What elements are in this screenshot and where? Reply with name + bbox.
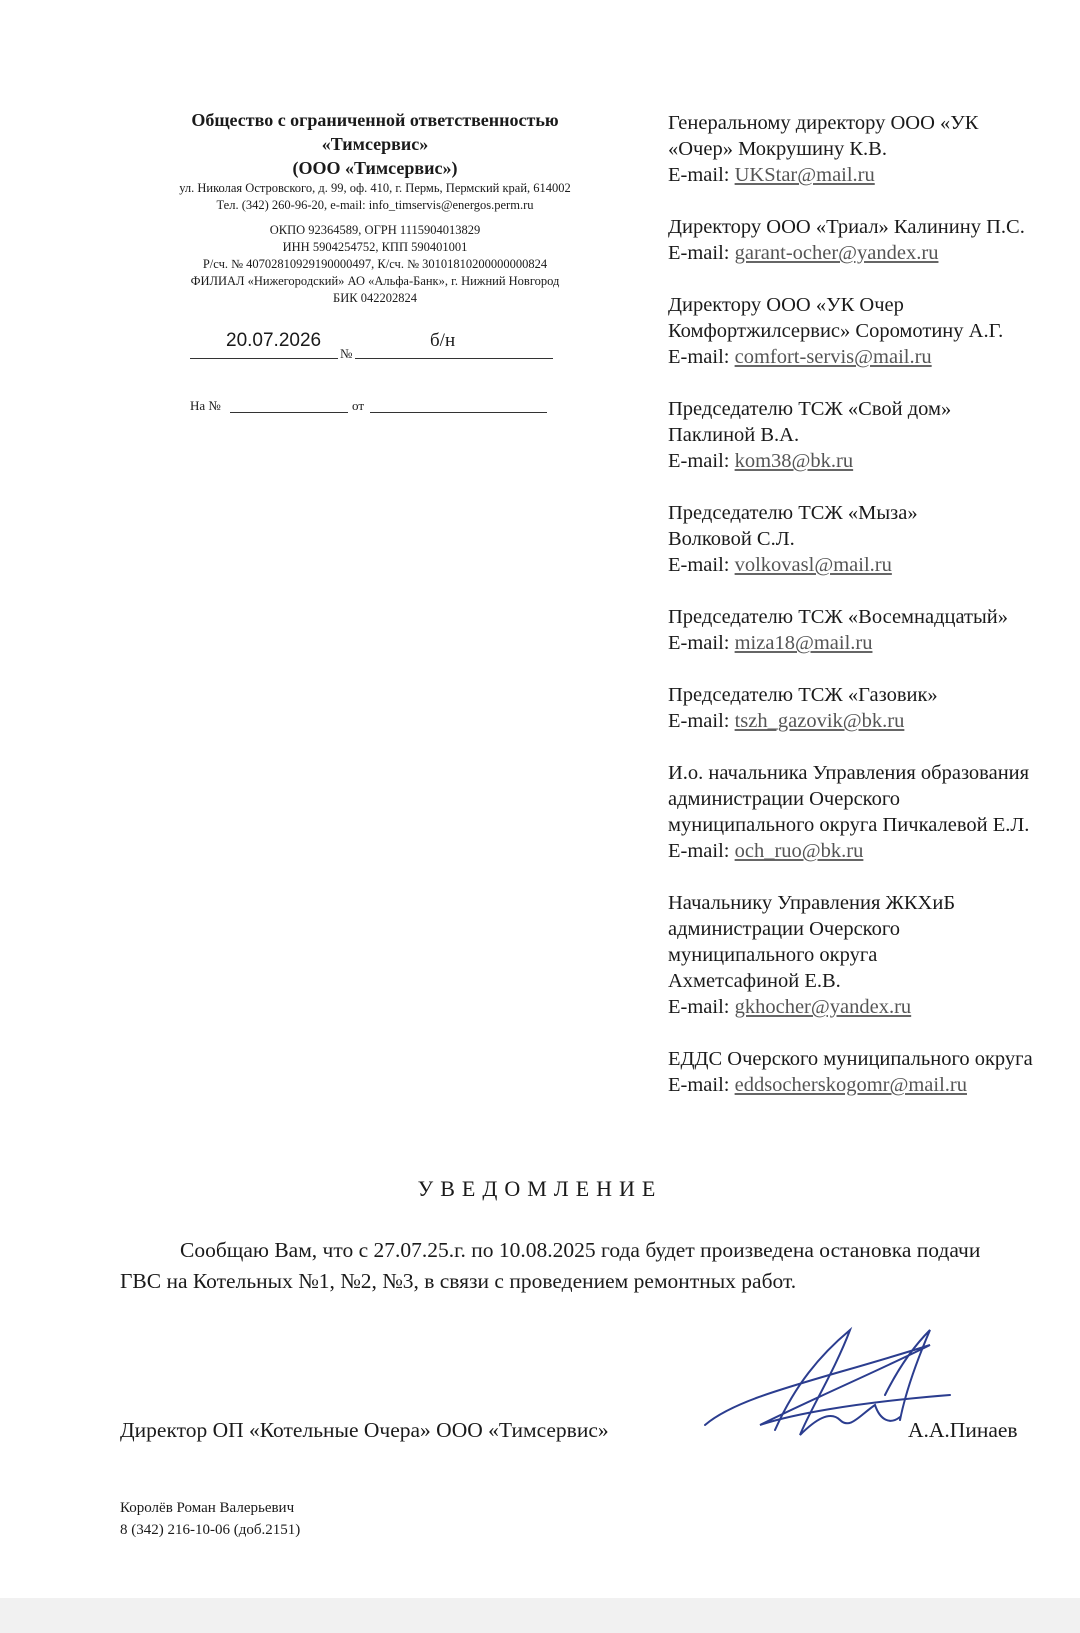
email-label: E-mail: xyxy=(668,632,730,654)
recipient-email-link[interactable]: garant-ocher@yandex.ru xyxy=(734,242,939,264)
recipient-line: муниципального округа xyxy=(668,944,878,966)
recipient-email-row xyxy=(668,162,1080,188)
recipient-block xyxy=(668,110,1080,188)
reference-date-label: от xyxy=(352,398,365,413)
recipient-line: муниципального округа Пичкалевой Е.Л. xyxy=(668,814,1030,836)
recipient-line: Директору ООО «УК Очер xyxy=(668,294,904,316)
email-label: E-mail: xyxy=(668,996,730,1018)
recipient-line: Волковой С.Л. xyxy=(668,528,795,550)
sender-accounts: Р/сч. № 40702810929190000497, К/сч. № 30101810200000000824 xyxy=(202,257,548,271)
recipient-line: Директору ООО «Триал» Калинину П.С. xyxy=(668,216,1025,238)
recipient-line: «Очер» Мокрушину К.В. xyxy=(668,138,887,160)
recipient-email-row xyxy=(668,708,1080,734)
bottom-margin-strip xyxy=(0,1598,1080,1633)
recipients-list xyxy=(668,110,1080,1124)
recipient-line: ЕДДС Очерского муниципального округа xyxy=(668,1048,1033,1070)
recipient-line: Председателю ТСЖ «Газовик» xyxy=(668,684,938,706)
number-underline xyxy=(355,358,553,359)
signatory-name: А.А.Пинаев xyxy=(908,1418,1018,1442)
email-label: E-mail: xyxy=(668,840,730,862)
sender-okpo-ogrn: ОКПО 92364589, ОГРН 1115904013829 xyxy=(269,223,481,237)
recipient-line: Председателю ТСЖ «Мыза» xyxy=(668,502,918,524)
recipient-line: Комфортжилсервис» Соромотину А.Г. xyxy=(668,320,1004,342)
executor-info xyxy=(120,1497,300,1541)
document-number: б/н xyxy=(430,330,456,351)
sender-bank: ФИЛИАЛ «Нижегородский» АО «Альфа-Банк», г. Нижний Новгород xyxy=(190,274,560,288)
recipient-email-link[interactable]: volkovasl@mail.ru xyxy=(734,554,892,576)
recipient-email-link[interactable]: comfort-servis@mail.ru xyxy=(734,346,932,368)
reference-number-underline xyxy=(230,412,348,413)
recipient-block xyxy=(668,292,1080,370)
executor-name: Королёв Роман Валерьевич xyxy=(120,1500,295,1516)
recipient-email-row xyxy=(668,630,1080,656)
recipient-block xyxy=(668,604,1080,656)
sender-address: ул. Николая Островского, д. 99, оф. 410, г. Пермь, Пермский край, 614002 xyxy=(179,181,571,195)
recipient-email-row xyxy=(668,994,1080,1020)
recipient-email-link[interactable]: eddsocherskogomr@mail.ru xyxy=(734,1074,967,1096)
recipient-block xyxy=(668,1046,1080,1098)
sender-contacts: Тел. (342) 260-96-20, e-mail: info_timservis@energos.perm.ru xyxy=(216,198,534,212)
reference-number-label: На № xyxy=(190,398,221,413)
sender-name-line2: «Тимсервис» xyxy=(321,134,429,154)
notice-body: Сообщаю Вам, что с 27.07.25.г. по 10.08.2025 года будет произведена остановка подачи ГВС на Котельных №1, №2, №3, в связи с проведением ремонтных работ. xyxy=(120,1238,981,1293)
recipient-email-link[interactable]: miza18@mail.ru xyxy=(734,632,873,654)
reference-row xyxy=(190,398,560,418)
recipient-block xyxy=(668,760,1080,864)
recipient-block xyxy=(668,890,1080,1020)
recipient-email-row xyxy=(668,552,1080,578)
sender-inn-kpp: ИНН 5904254752, КПП 590401001 xyxy=(282,240,468,254)
recipient-email-link[interactable]: gkhocher@yandex.ru xyxy=(734,996,912,1018)
recipient-email-link[interactable]: tszh_gazovik@bk.ru xyxy=(734,710,905,732)
sender-header xyxy=(110,108,640,307)
recipient-block xyxy=(668,682,1080,734)
recipient-line: И.о. начальника Управления образования xyxy=(668,762,1030,784)
recipient-block xyxy=(668,396,1080,474)
recipient-block xyxy=(668,500,1080,578)
email-label: E-mail: xyxy=(668,346,730,368)
recipient-block xyxy=(668,214,1080,266)
recipient-email-row xyxy=(668,344,1080,370)
sender-name-line1: Общество с ограниченной ответственностью xyxy=(191,110,559,130)
recipient-email-row xyxy=(668,448,1080,474)
email-label: E-mail: xyxy=(668,554,730,576)
recipient-email-row xyxy=(668,838,1080,864)
recipient-line: Начальнику Управления ЖКХиБ xyxy=(668,892,956,914)
recipient-line: Генеральному директору ООО «УК xyxy=(668,112,979,134)
recipient-line: Ахметсафиной Е.В. xyxy=(668,970,841,992)
recipient-line: администрации Очерского xyxy=(668,918,900,940)
recipient-line: администрации Очерского xyxy=(668,788,900,810)
email-label: E-mail: xyxy=(668,710,730,732)
email-label: E-mail: xyxy=(668,242,730,264)
recipient-line: Председателю ТСЖ «Восемнадцатый» xyxy=(668,606,1009,628)
email-label: E-mail: xyxy=(668,164,730,186)
notice-title: УВЕДОМЛЕНИЕ xyxy=(417,1176,663,1201)
recipient-line: Председателю ТСЖ «Свой дом» xyxy=(668,398,952,420)
email-label: E-mail: xyxy=(668,450,730,472)
recipient-email-row xyxy=(668,240,1080,266)
signatory-position: Директор ОП «Котельные Очера» ООО «Тимсервис» xyxy=(120,1418,609,1442)
sender-name-line3: (ООО «Тимсервис») xyxy=(292,158,458,178)
executor-phone: 8 (342) 216-10-06 (доб.2151) xyxy=(120,1522,301,1538)
sender-bik: БИК 042202824 xyxy=(333,291,417,305)
recipient-email-row xyxy=(668,1072,1080,1098)
reference-date-underline xyxy=(370,412,547,413)
recipient-email-link[interactable]: kom38@bk.ru xyxy=(734,450,854,472)
recipient-line: Паклиной В.А. xyxy=(668,424,800,446)
email-label: E-mail: xyxy=(668,1074,730,1096)
document-date-number xyxy=(190,330,560,370)
document-date: 20.07.2026 xyxy=(226,330,322,351)
recipient-email-link[interactable]: UKStar@mail.ru xyxy=(734,164,875,186)
date-underline xyxy=(190,358,338,359)
recipient-email-link[interactable]: och_ruo@bk.ru xyxy=(734,840,864,862)
number-sign: № xyxy=(340,346,353,361)
